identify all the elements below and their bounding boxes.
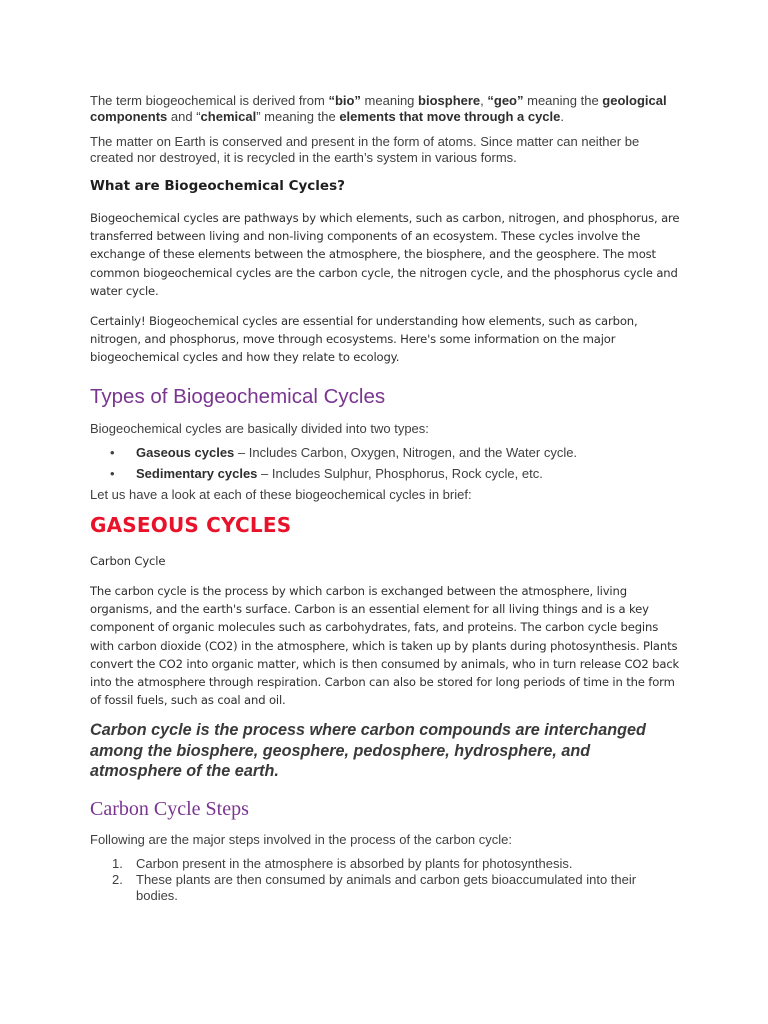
intro-bold-term: geological components xyxy=(90,93,667,124)
intro-paragraph-1 xyxy=(90,93,680,124)
intro-paragraph-2: The matter on Earth is conserved and present in the form of atoms. Since matter can neither be created nor destroyed, it is recycled in the earth’s system in various forms. xyxy=(90,134,640,165)
types-heading: Types of Biogeochemical Cycles xyxy=(90,385,386,408)
types-outro: Let us have a look at each of these biogeochemical cycles in brief: xyxy=(90,487,472,502)
intro-text: . xyxy=(560,108,565,124)
intro-bold-term: “bio” xyxy=(328,93,361,108)
types-intro: Biogeochemical cycles are basically divided into two types: xyxy=(90,421,429,436)
list-item-text: – Includes Sulphur, Phosphorus, Rock cycle, etc. xyxy=(257,466,543,481)
what-heading: What are Biogeochemical Cycles? xyxy=(90,178,345,194)
intro-bold-term: “geo” xyxy=(487,93,524,108)
what-paragraph-1: Biogeochemical cycles are pathways by which elements, such as carbon, nitrogen, and phosphorus, are transferred between living and non-living components of an ecosystem. These cycles involve the exchange of these elements between the atmosphere, the biosphere, and the geosphere. The most common biogeochemical cycles are the carbon cycle, the nitrogen cycle, and the phosphorus cycle and water cycle. xyxy=(90,211,680,298)
steps-heading: Carbon Cycle Steps xyxy=(90,798,249,820)
list-item-text: Carbon present in the atmosphere is absorbed by plants for photosynthesis. xyxy=(136,856,573,871)
list-number: 1. xyxy=(112,856,123,871)
list-item-bold: Gaseous cycles xyxy=(136,445,235,460)
intro-bold-term: elements that move through a cycle xyxy=(339,108,561,124)
carbon-subheading: Carbon Cycle xyxy=(90,554,166,568)
list-item-text: – Includes Carbon, Oxygen, Nitrogen, and the Water cycle. xyxy=(234,445,578,460)
intro-text: meaning xyxy=(360,93,419,108)
steps-intro: Following are the major steps involved in the process of the carbon cycle: xyxy=(90,832,512,847)
bullet-icon: • xyxy=(110,466,115,481)
carbon-paragraph: The carbon cycle is the process by which carbon is exchanged between the atmosphere, living organisms, and the earth's surface. Carbon is an essential element for all living things and is a key component of organic molecules such as carbohydrates, fats, and proteins. The carbon cycle begins with carbon dioxide (CO2) in the atmosphere, which is taken up by plants during photosynthesis. Plants convert the CO2 into organic matter, which is then consumed by animals, who in turn release CO2 back into the atmosphere through respiration. Carbon can also be stored for long periods of time in the form of fossil fuels, such as coal and oil. xyxy=(90,584,680,708)
carbon-definition: Carbon cycle is the process where carbon compounds are interchanged among the biosphere, geosphere, pedosphere, hydrosphere, and atmosphere of the earth. xyxy=(90,721,646,780)
what-paragraph-2: Certainly! Biogeochemical cycles are essential for understanding how elements, such as carbon, nitrogen, and phosphorus, move through ecosystems. Here's some information on the major biogeochemical cycles and how they relate to ecology. xyxy=(90,314,638,365)
intro-text: meaning the xyxy=(523,93,603,108)
intro-text: The term biogeochemical is derived from xyxy=(90,93,329,108)
bullet-icon: • xyxy=(110,445,115,460)
intro-text: , xyxy=(480,93,488,108)
list-item-bold: Sedimentary cycles xyxy=(136,466,258,481)
list-number: 2. xyxy=(112,872,123,887)
list-item-text: These plants are then consumed by animals and carbon gets bioaccumulated into their bodies. xyxy=(136,872,637,903)
intro-bold-term: chemical xyxy=(200,108,257,124)
intro-text: and “ xyxy=(167,108,201,124)
intro-bold-term: biosphere xyxy=(418,93,481,108)
gaseous-heading: GASEOUS CYCLES xyxy=(90,513,292,537)
intro-text: ” meaning the xyxy=(256,108,340,124)
